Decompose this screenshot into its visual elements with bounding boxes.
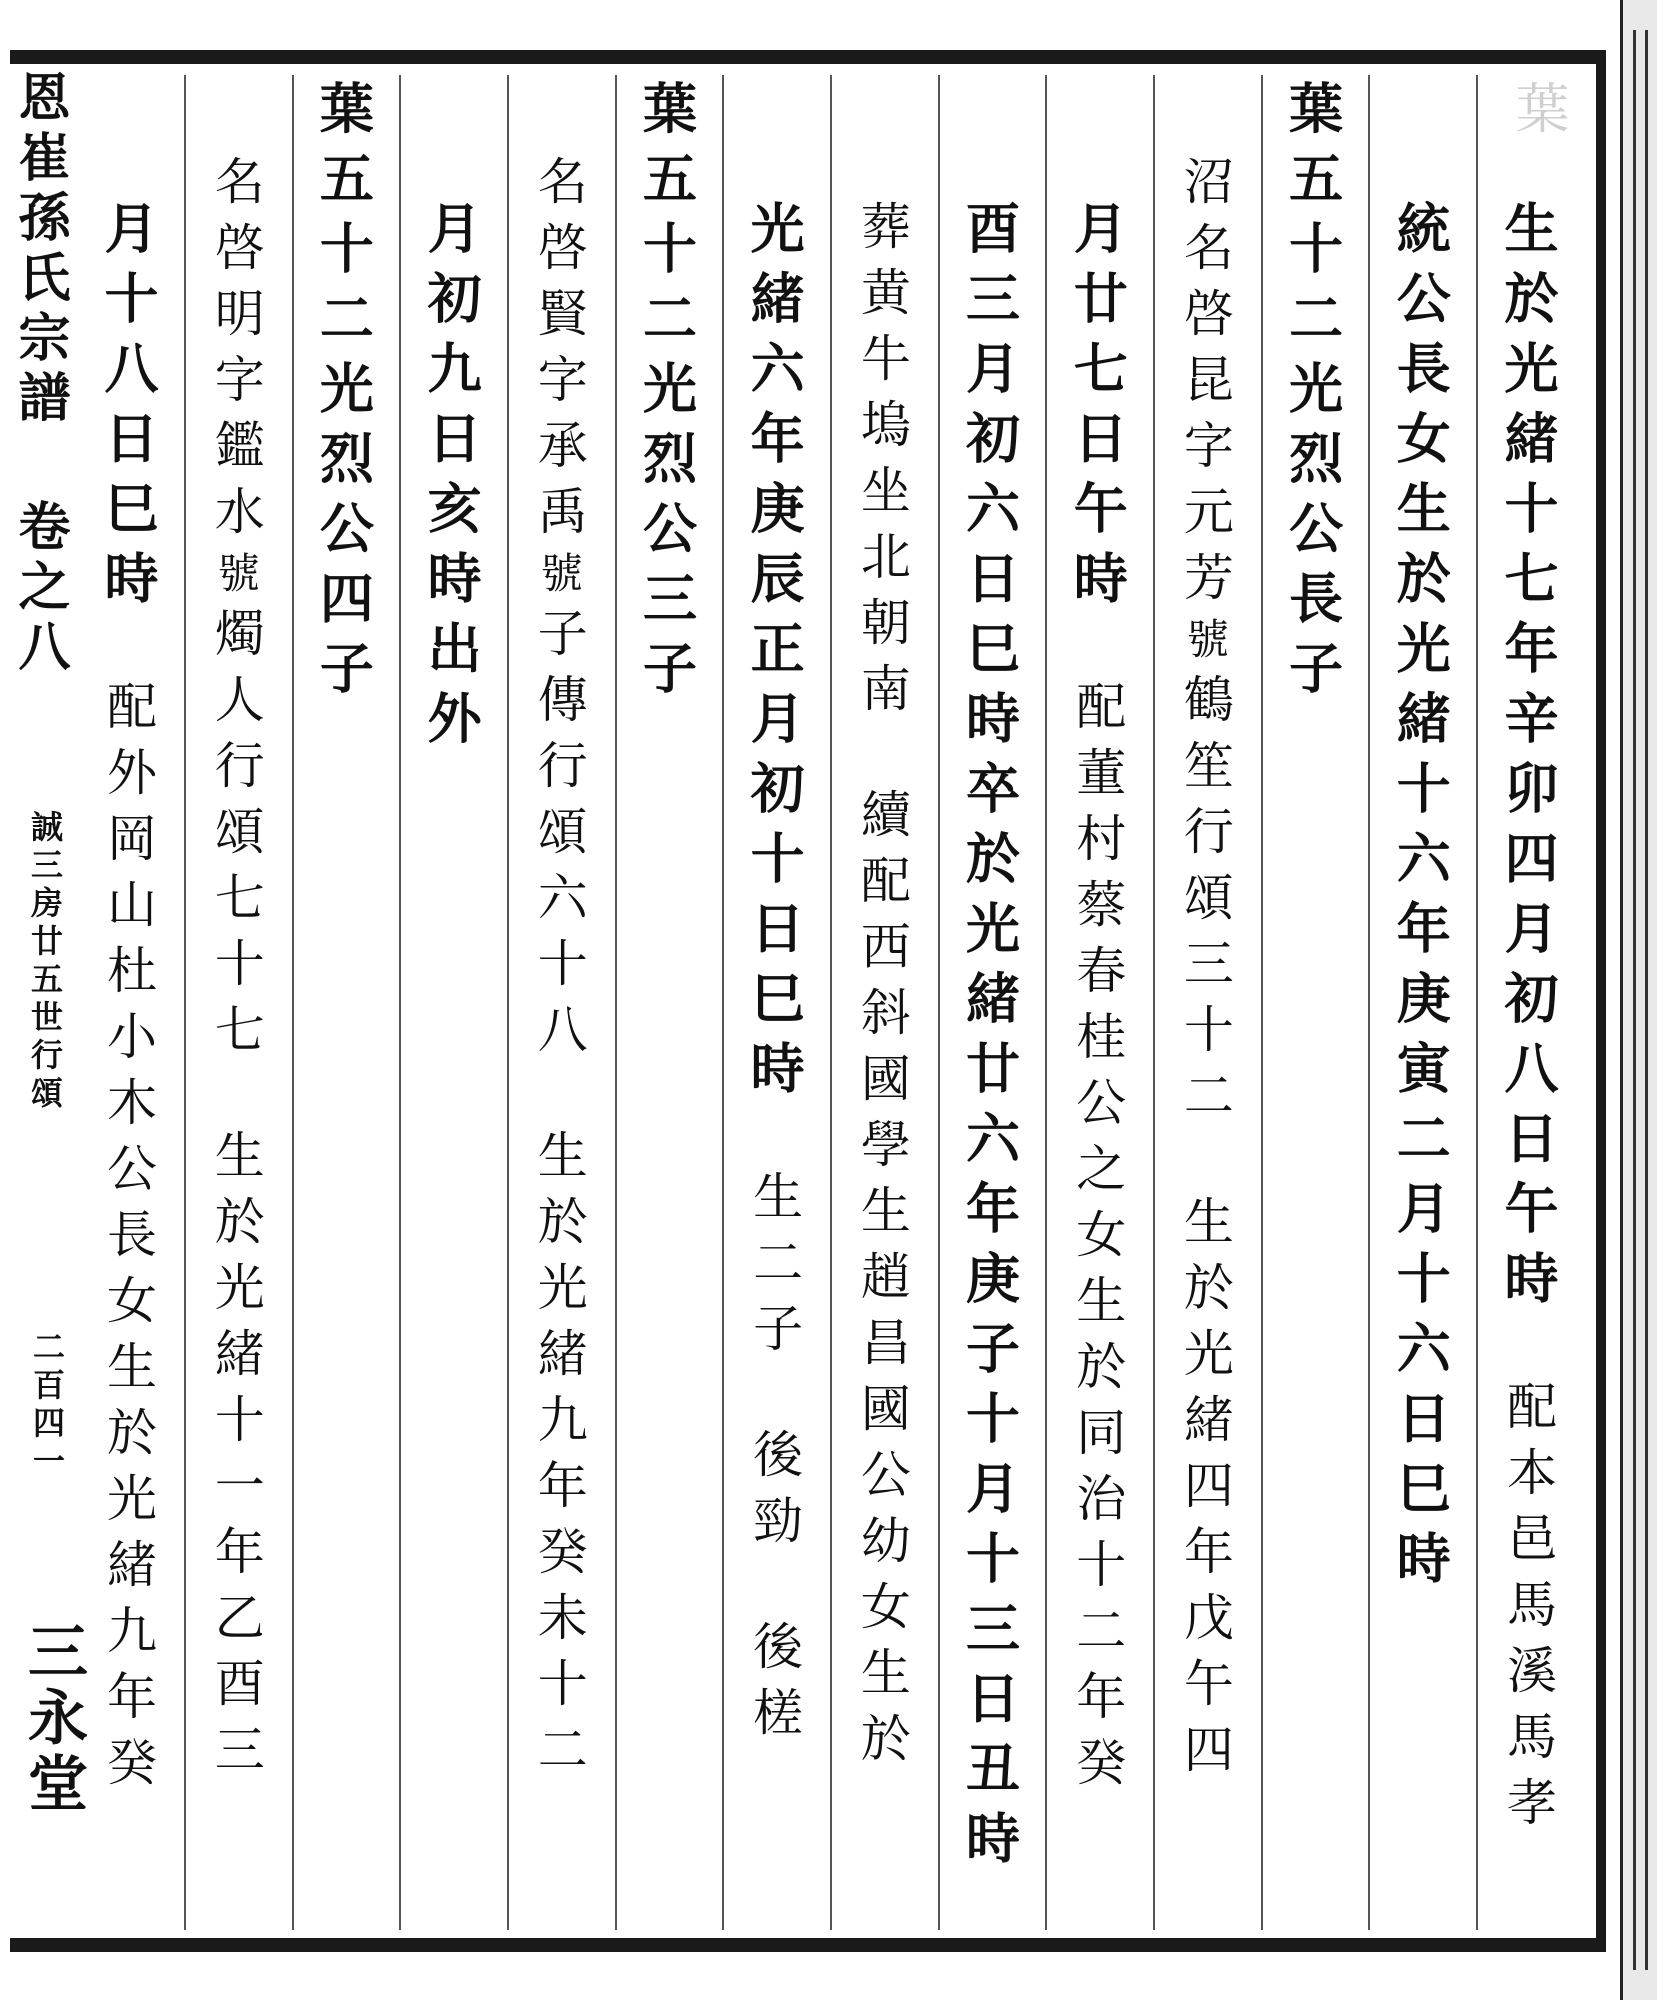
- column-rule: [184, 75, 186, 1930]
- column-rule: [615, 75, 617, 1930]
- text-column: [531, 155, 587, 1789]
- text-column: [742, 200, 807, 1752]
- column-text: 酉三月初六日巳時卒於光緒廿六年庚子十月十三日丑時: [957, 200, 1022, 1880]
- column-rule: [399, 75, 401, 1930]
- text-column: [1280, 80, 1345, 710]
- column-rule: [722, 75, 724, 1930]
- column-text: 初八日午時: [1496, 970, 1560, 1320]
- adjacent-page-edge: [1620, 0, 1657, 2000]
- column-text: 光緒六年庚辰正月初十日巳時: [742, 200, 807, 1110]
- column-text: 號: [211, 551, 261, 607]
- column-text: 生於光緒四年戊午四: [1175, 1195, 1234, 1789]
- text-column: [208, 155, 264, 1789]
- book-title: 恩崔孫氏宗譜 卷之八: [9, 70, 70, 679]
- column-text: 配外岡山杜小木公長女生於光緒九年癸: [99, 680, 157, 1802]
- column-text: 月廿七日午時: [1065, 200, 1130, 620]
- column-text: 生於光緒十七年辛卯四月: [1496, 200, 1560, 970]
- text-column: [854, 200, 910, 1778]
- column-rule: [1045, 75, 1047, 1930]
- column-rule: [292, 75, 294, 1930]
- section-label: 誠三房廿五世行頌: [26, 810, 64, 1114]
- column-text: 葬黄牛塢坐北朝南: [852, 200, 911, 728]
- column-text: 葉五十二光烈公長子: [1280, 80, 1345, 710]
- column-text: 名啓賢字承禹: [529, 155, 588, 551]
- column-rule: [507, 75, 509, 1930]
- column-text: 號: [1180, 617, 1230, 673]
- column-text: 後勁: [745, 1428, 804, 1560]
- column-text: 後槎: [745, 1620, 804, 1752]
- column-text: 燭人行頌七十七: [206, 607, 265, 1069]
- bottom-border: [10, 1938, 1600, 1952]
- column-text: 鶴笙行頌三十二: [1175, 673, 1234, 1135]
- text-column: [1496, 200, 1560, 1842]
- column-text: 月十八日巳時: [96, 200, 160, 620]
- column-rule: [938, 75, 940, 1930]
- text-column: [1177, 155, 1233, 1789]
- text-column: [419, 200, 484, 760]
- column-text: 統公長女生於光緒十六年庚寅二月十六日巳時: [1388, 200, 1453, 1600]
- hall-name: 三永堂: [18, 1620, 88, 1818]
- column-rule: [1261, 75, 1263, 1930]
- column-text: 號: [534, 551, 584, 607]
- text-column: [96, 200, 160, 1802]
- text-column: [634, 80, 699, 710]
- column-text: 沼: [1175, 155, 1234, 221]
- column-rule: [1368, 75, 1370, 1930]
- ghost-text: 葉: [1507, 80, 1570, 144]
- column-text: 續配西斜國學生趙昌國公幼女生於: [852, 788, 911, 1778]
- column-rule: [1153, 75, 1155, 1930]
- text-column: [1388, 200, 1453, 1600]
- text-column: [311, 80, 376, 710]
- column-text: 生二子: [745, 1170, 804, 1368]
- column-rule: [1476, 75, 1478, 1930]
- column-text: 葉五十二光烈公四子: [311, 80, 376, 710]
- column-text: 子傳行頌六十八: [529, 607, 588, 1069]
- column-text: 生於光緒九年癸未十二: [529, 1129, 588, 1789]
- page-number: 二百四一: [28, 1330, 66, 1482]
- column-text: 名啓明字鑑水: [206, 155, 265, 551]
- column-text: 配董村蔡春桂公之女生於同治十二年癸: [1068, 680, 1127, 1802]
- text-column: [957, 200, 1022, 1880]
- column-text: 名啓昆字元芳: [1175, 221, 1234, 617]
- column-text: 生於光緒十一年乙酉三: [206, 1129, 265, 1789]
- right-border: [1596, 50, 1606, 1952]
- column-text: 月初九日亥時出外: [419, 200, 484, 760]
- text-column: [1065, 200, 1130, 1802]
- top-border: [10, 50, 1600, 64]
- column-text: 葉五十二光烈公三子: [634, 80, 699, 710]
- column-rule: [830, 75, 832, 1930]
- column-text: 配本邑馬溪馬孝: [1499, 1380, 1557, 1842]
